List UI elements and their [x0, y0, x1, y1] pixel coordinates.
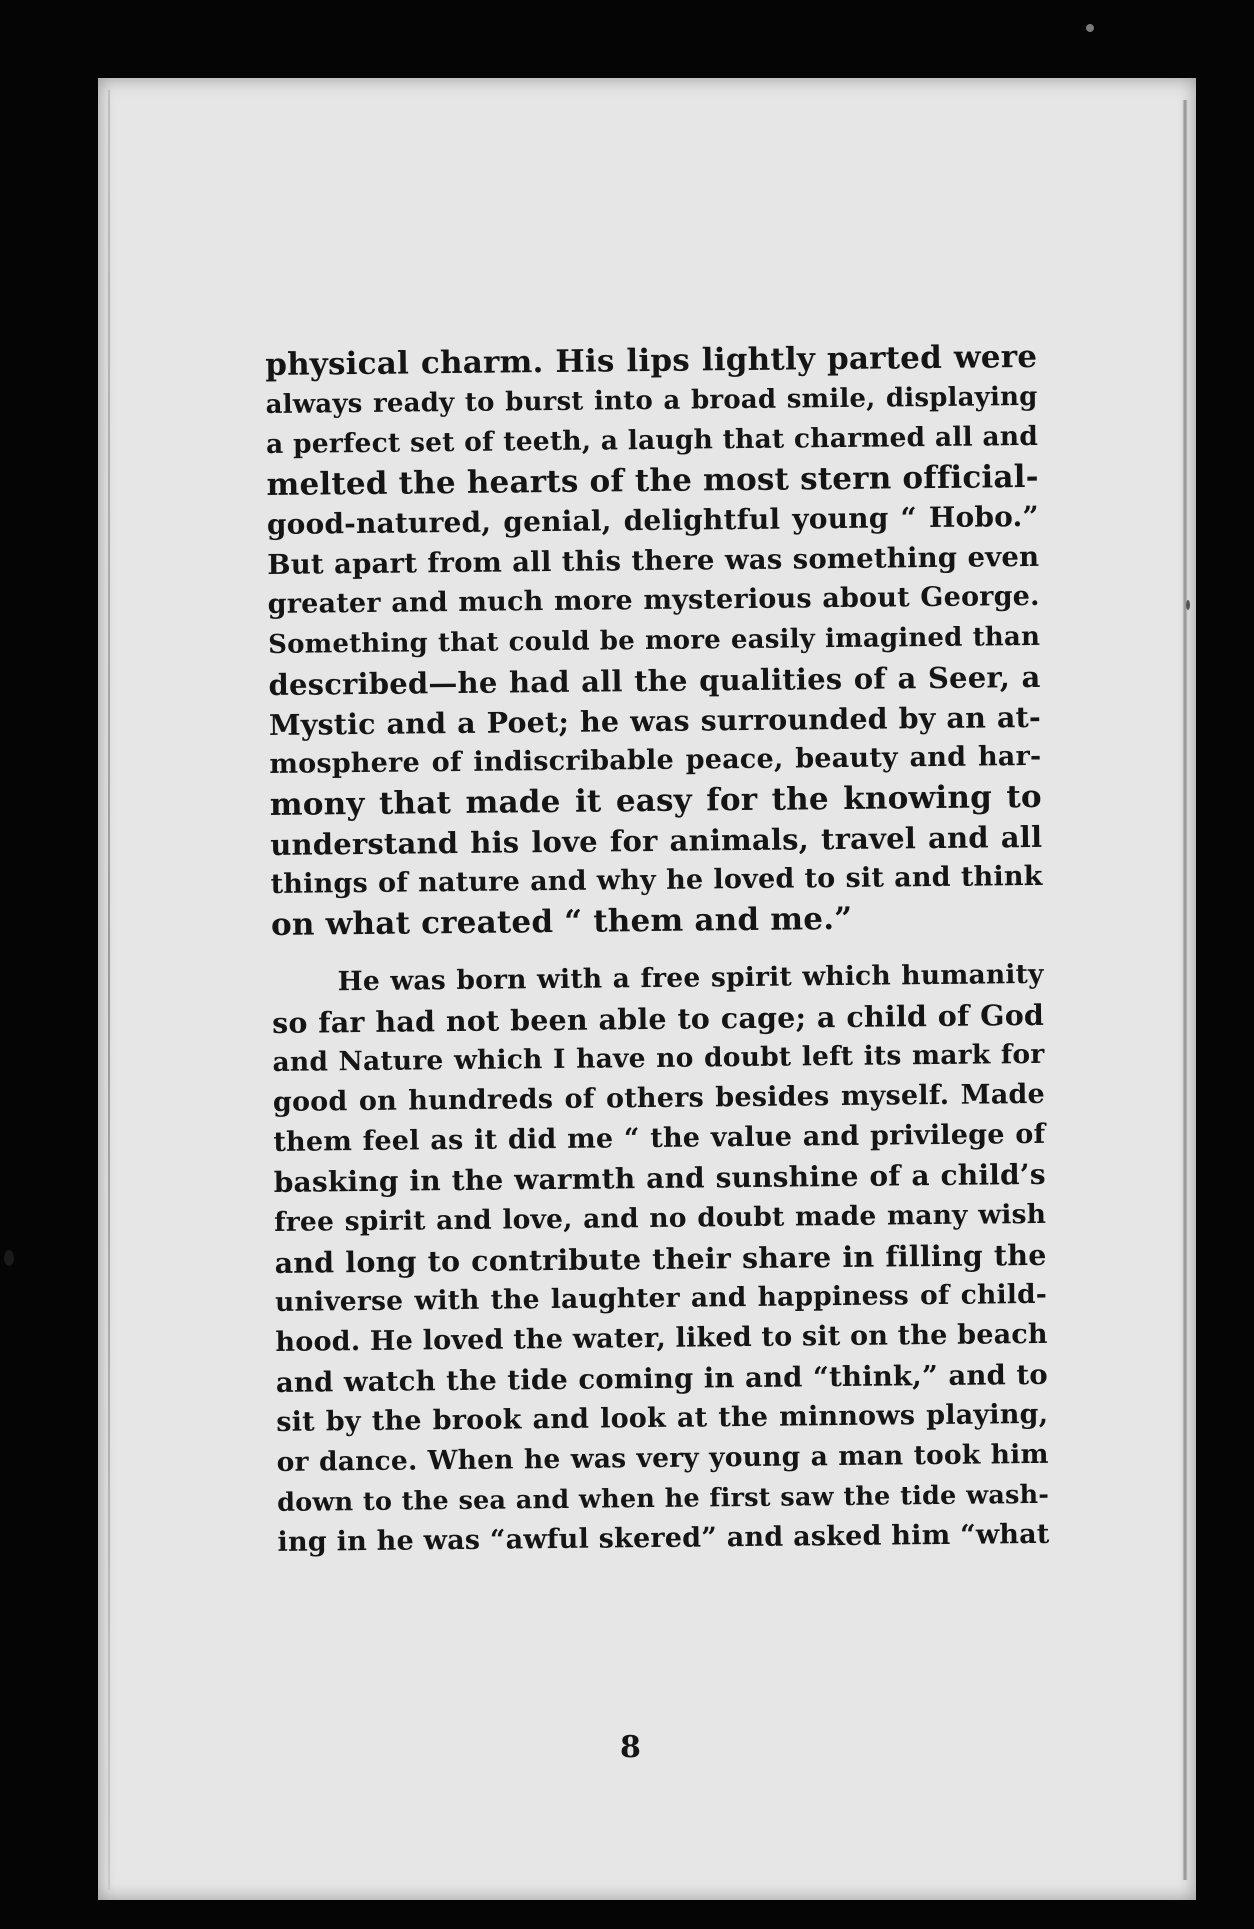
text-line: melted the hearts of the most stern official- [266, 458, 1039, 503]
text-line: mosphere of indiscribable peace, beauty and har- [269, 740, 1042, 780]
text-line: and Nature which I have no doubt left its mark for [272, 1038, 1045, 1078]
text-line: a perfect set of teeth, a laugh that charmed all and [265, 420, 1039, 460]
text-line: described—he had all the qualities of a Seer, a [268, 659, 1041, 702]
text-line: greater and much more mysterious about George. [267, 580, 1040, 620]
text-line: or dance. When he was very young a man took him [276, 1438, 1049, 1478]
text-line: good-natured, genial, delightful young “ Hobo.” [266, 499, 1040, 541]
text-line: things of nature and why he loved to sit and think [270, 860, 1043, 900]
text-line: universe with the laughter and happiness of child- [274, 1278, 1048, 1318]
text-line: But apart from all this there was something even [267, 540, 1040, 581]
text-line: down to the sea and when he first saw the tide wash- [276, 1479, 1050, 1518]
text-line: Mystic and a Poet; he was surrounded by an at- [268, 699, 1042, 742]
page-edge-shadow [1182, 100, 1188, 1880]
text-line: basking in the warmth and sunshine of a child’s [273, 1157, 1046, 1199]
text-line: always ready to burst into a broad smile, displaying [265, 381, 1038, 420]
dust-speck [4, 1250, 14, 1266]
text-line: them feel as it did me “ the value and privilege of [273, 1118, 1046, 1158]
page-gutter-line [108, 90, 110, 1890]
dust-speck [1086, 24, 1094, 32]
paragraph [265, 337, 1043, 945]
page-number: 8 [620, 1730, 641, 1765]
text-line: mony that made it easy for the knowing to [269, 778, 1042, 823]
text-line: ing in he was “awful skered” and asked him “what [277, 1518, 1050, 1558]
text-line: and watch the tide coming in and “think,” and to [275, 1358, 1048, 1399]
text-line: Something that could be more easily imagined than [267, 621, 1041, 660]
text-line: sit by the brook and look at the minnows playing, [276, 1398, 1049, 1438]
dust-speck [1186, 600, 1190, 610]
text-line: hood. He loved the water, liked to sit on the beach [275, 1318, 1048, 1358]
text-line: good on hundreds of others besides myself. Made [272, 1078, 1046, 1118]
paragraph [271, 955, 1049, 1563]
text-line: understand his love for animals, travel and all [270, 819, 1043, 862]
text-line: He was born with a free spirit which humanity [337, 958, 1044, 998]
text-line: so far had not been able to cage; a child of God [271, 997, 1045, 1040]
text-line: free spirit and love, and no doubt made many wish [274, 1198, 1047, 1238]
body-text [265, 337, 1050, 1563]
text-line: physical charm. His lips lightly parted were [265, 338, 1038, 383]
text-line: and long to contribute their share in filling the [274, 1237, 1047, 1280]
text-line: on what created “ them and me.” [270, 900, 853, 943]
